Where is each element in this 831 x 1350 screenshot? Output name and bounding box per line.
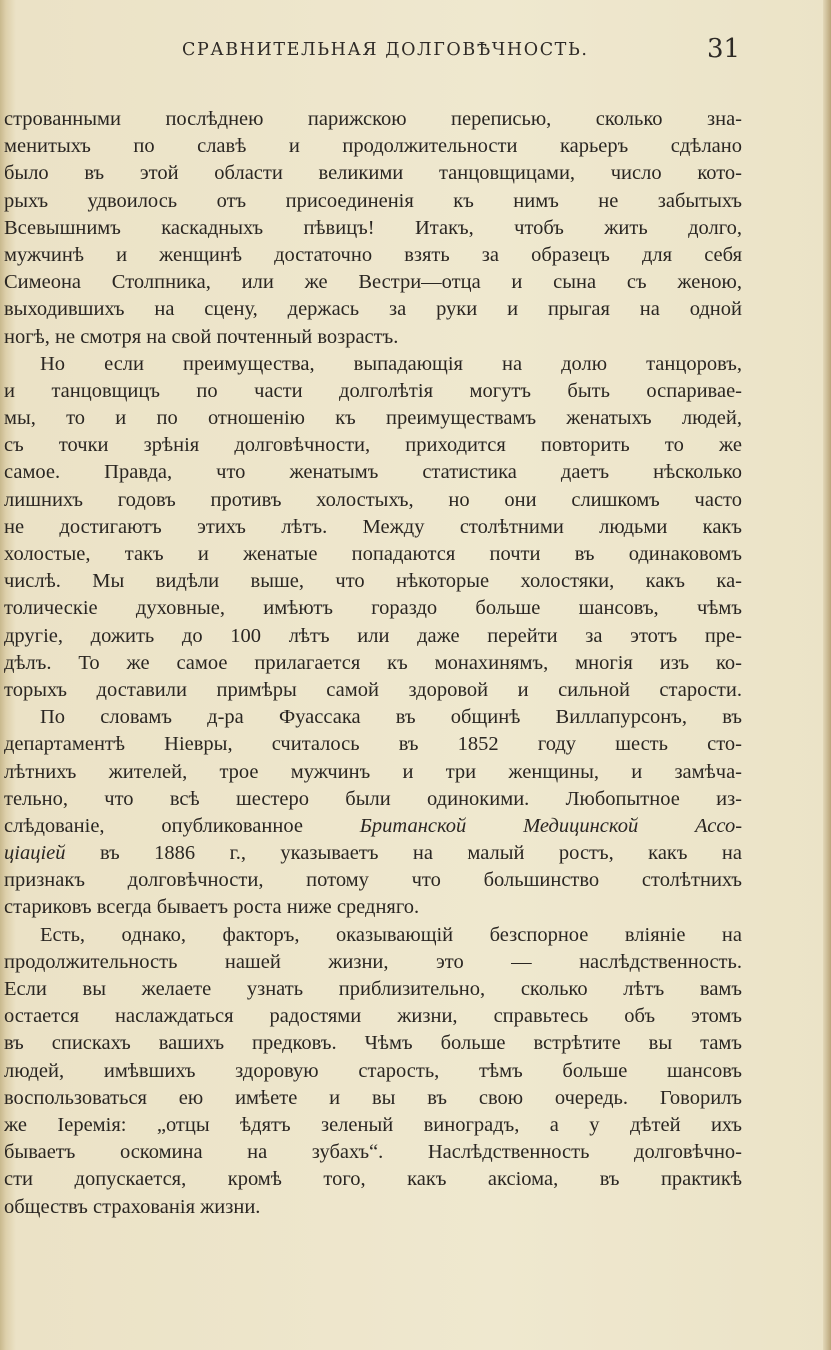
text-line: мужчинѣ и женщинѣ достаточно взять за образецъ для себя	[4, 243, 742, 266]
text-line: признакъ долговѣчности, потому что большинство столѣтнихъ	[4, 869, 742, 892]
paragraph-start-line: По словамъ д-ра Фуассака въ общинѣ Виллапурсонъ, въ	[40, 706, 742, 729]
text-line: было въ этой области великими танцовщицами, число кото-	[4, 162, 742, 185]
text-line: съ точки зрѣнія долговѣчности, приходится повторить то же	[4, 434, 742, 457]
text-line: Если вы желаете узнать приблизительно, сколько лѣтъ вамъ	[4, 978, 742, 1000]
text-line: лишнихъ годовъ противъ холостыхъ, но они слишкомъ часто	[4, 488, 742, 511]
text-fragment: слѣдованіе, опубликованное	[4, 814, 303, 837]
text-line: остается наслаждаться радостями жизни, справьтесь объ этомъ	[4, 1005, 742, 1028]
text-line: бываетъ оскомина на зубахъ“. Наслѣдственность долговѣчно-	[4, 1141, 742, 1164]
text-line: менитыхъ по славѣ и продолжительности карьеръ сдѣлано	[4, 135, 742, 158]
text-line: воспользоваться ею имѣете и вы въ свою очередь. Говорилъ	[4, 1086, 742, 1109]
text-line: мы, то и по отношенію къ преимуществамъ женатыхъ людей,	[4, 407, 742, 430]
text-line: рыхъ удвоилось отъ присоединенія къ нимъ не забытыхъ	[4, 189, 742, 212]
text-line: тельно, что всѣ шестеро были одинокими. Любопытное из-	[4, 787, 742, 810]
text-line: толическіе духовные, имѣютъ гораздо больше шансовъ, чѣмъ	[4, 597, 742, 620]
text-line: не достигаютъ этихъ лѣтъ. Между столѣтними людьми какъ	[4, 515, 742, 538]
running-title: СРАВНИТЕЛЬНАЯ ДОЛГОВѢЧНОСТЬ.	[182, 40, 589, 60]
text-line: торыхъ доставили примѣры самой здоровой и сильной старости.	[4, 678, 742, 701]
text-line: въ спискахъ вашихъ предковъ. Чѣмъ больше встрѣтите вы тамъ	[4, 1032, 742, 1055]
text-line: лѣтнихъ жителей, трое мужчинъ и три женщины, и замѣча-	[4, 760, 742, 783]
text-fragment: въ 1886 г., указываетъ на малый ростъ, какъ на	[99, 842, 742, 865]
text-line: другіе, дожить до 100 лѣтъ или даже перейти за этотъ пре-	[4, 624, 742, 647]
paragraph-start-line: Но если преимущества, выпадающія на долю танцоровъ,	[40, 352, 742, 375]
page-edge	[823, 0, 831, 1350]
italic-journal-name-end: ціаціей	[4, 842, 66, 865]
text-line: стариковъ всегда бываетъ роста ниже средняго.	[4, 896, 420, 919]
text-line: Всевышнимъ каскадныхъ пѣвицъ! Итакъ, чтобъ жить долго,	[4, 216, 742, 239]
text-line: и танцовщицъ по части долголѣтія могутъ быть оспаривае-	[4, 379, 742, 402]
page-number: 31	[707, 34, 741, 64]
text-line: Симеона Столпника, или же Вестри—отца и сына съ женою,	[4, 271, 742, 294]
text-line: числѣ. Мы видѣли выше, что нѣкоторые холостяки, какъ ка-	[4, 570, 742, 593]
italic-journal-name: Британской Медицинской Ассо-	[359, 814, 742, 837]
body-text	[4, 106, 742, 1221]
page-header	[0, 34, 831, 68]
text-line: сти допускается, кромѣ того, какъ аксіома, въ практикѣ	[4, 1168, 742, 1191]
text-line: ногѣ, не смотря на свой почтенный возрастъ.	[4, 325, 399, 348]
text-line-with-italic	[4, 813, 742, 840]
text-line-with-italic	[4, 840, 742, 867]
text-line: обществъ страхованія жизни.	[4, 1195, 261, 1218]
text-line: самое. Правда, что женатымъ статистика даетъ нѣсколько	[4, 461, 742, 484]
text-line: строванными послѣднею парижскою переписью, сколько зна-	[4, 108, 742, 130]
text-line: же Іеремія: „отцы ѣдятъ зеленый виноградъ, а у дѣтей ихъ	[4, 1113, 742, 1136]
text-line: выходившихъ на сцену, держась за руки и прыгая на одной	[4, 298, 742, 321]
text-line: департаментѣ Ніевры, считалось въ 1852 году шесть сто-	[4, 733, 742, 756]
text-line: холостые, такъ и женатые попадаются почти въ одинаковомъ	[4, 543, 742, 565]
text-line: дѣлъ. То же самое прилагается къ монахинямъ, многія изъ ко-	[4, 651, 742, 674]
paragraph-start-line: Есть, однако, факторъ, оказывающій безспорное вліяніе на	[40, 923, 742, 946]
text-line: продолжительность нашей жизни, это — наслѣдственность.	[4, 950, 742, 973]
text-line: людей, имѣвшихъ здоровую старость, тѣмъ больше шансовъ	[4, 1059, 742, 1082]
